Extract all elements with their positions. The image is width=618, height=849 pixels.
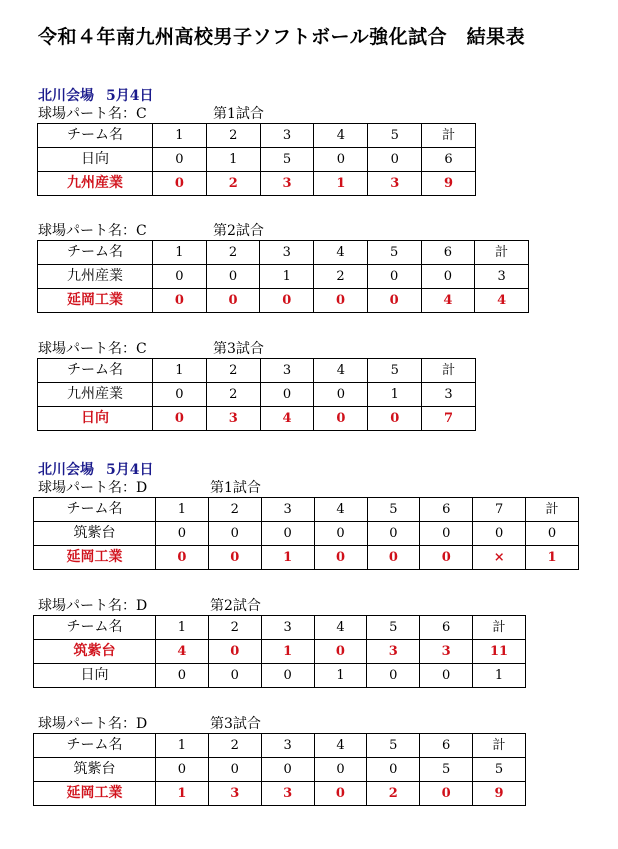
score-cell: 1 bbox=[314, 664, 367, 688]
winner-row bbox=[34, 546, 579, 570]
header-row bbox=[34, 616, 526, 640]
score-cell: 0 bbox=[368, 407, 422, 431]
score-cell: 0 bbox=[420, 522, 473, 546]
score-table bbox=[33, 733, 526, 806]
team-name: 日向 bbox=[38, 407, 153, 431]
venue-date: 5月4日 bbox=[106, 88, 154, 104]
header-cell: 2 bbox=[208, 734, 261, 758]
score-cell: 1 bbox=[368, 383, 422, 407]
score-cell: 0 bbox=[156, 664, 209, 688]
score-cell: 0 bbox=[420, 782, 473, 806]
score-cell: 0 bbox=[261, 758, 314, 782]
score-cell: 3 bbox=[367, 640, 420, 664]
header-cell: 5 bbox=[367, 734, 420, 758]
score-cell: 0 bbox=[208, 664, 261, 688]
score-cell: 2 bbox=[206, 172, 260, 196]
header-cell: 2 bbox=[208, 616, 261, 640]
score-cell: 3 bbox=[420, 640, 473, 664]
score-cell: 2 bbox=[314, 265, 368, 289]
header-cell: 4 bbox=[314, 124, 368, 148]
header-cell: 5 bbox=[368, 359, 422, 383]
score-cell: 0 bbox=[314, 289, 368, 313]
score-cell: 0 bbox=[153, 383, 207, 407]
header-cell: 1 bbox=[156, 734, 209, 758]
header-cell: 3 bbox=[261, 734, 314, 758]
header-cell: 3 bbox=[260, 124, 314, 148]
score-cell: 0 bbox=[153, 289, 207, 313]
score-cell: 0 bbox=[367, 546, 420, 570]
score-cell: 0 bbox=[367, 289, 421, 313]
score-cell: 4 bbox=[421, 289, 475, 313]
header-cell: 計 bbox=[422, 359, 476, 383]
winner-row bbox=[38, 289, 529, 313]
score-cell: 2 bbox=[367, 782, 420, 806]
header-cell: 3 bbox=[261, 498, 314, 522]
game-label bbox=[38, 479, 261, 497]
score-cell: 0 bbox=[314, 383, 368, 407]
venue-heading bbox=[38, 85, 153, 105]
score-cell: 0 bbox=[261, 522, 314, 546]
score-cell: 0 bbox=[153, 265, 207, 289]
score-cell: 0 bbox=[314, 782, 367, 806]
header-cell: 4 bbox=[314, 734, 367, 758]
score-table bbox=[33, 497, 579, 570]
total-cell: 5 bbox=[473, 758, 526, 782]
header-row bbox=[34, 498, 579, 522]
score-cell: 0 bbox=[208, 522, 261, 546]
header-cell: 5 bbox=[368, 124, 422, 148]
venue-heading bbox=[38, 459, 153, 479]
header-cell: 5 bbox=[367, 241, 421, 265]
team-row bbox=[34, 522, 579, 546]
score-cell: 2 bbox=[206, 383, 260, 407]
score-table bbox=[37, 240, 529, 313]
total-cell: 3 bbox=[475, 265, 529, 289]
score-cell: 0 bbox=[156, 522, 209, 546]
score-cell: 0 bbox=[208, 640, 261, 664]
header-cell: 5 bbox=[367, 616, 420, 640]
score-cell: 1 bbox=[260, 265, 314, 289]
score-cell: 0 bbox=[314, 546, 367, 570]
court-name: 球場パート名：D bbox=[38, 598, 148, 614]
game-number: 第2試合 bbox=[210, 598, 261, 614]
court-name: 球場パート名：C bbox=[38, 106, 147, 122]
team-name: 九州産業 bbox=[38, 265, 153, 289]
team-name: 日向 bbox=[34, 664, 156, 688]
score-cell: 0 bbox=[156, 546, 209, 570]
score-cell: 0 bbox=[420, 546, 473, 570]
score-cell: 0 bbox=[314, 407, 368, 431]
total-cell: 11 bbox=[473, 640, 526, 664]
header-row bbox=[38, 124, 476, 148]
game-number: 第2試合 bbox=[213, 223, 264, 239]
team-name: 筑紫台 bbox=[34, 522, 156, 546]
header-cell: 4 bbox=[314, 359, 368, 383]
header-cell: チーム名 bbox=[34, 734, 156, 758]
score-cell: 3 bbox=[208, 782, 261, 806]
score-cell: 0 bbox=[314, 148, 368, 172]
header-cell: 1 bbox=[153, 241, 207, 265]
team-name: 九州産業 bbox=[38, 172, 153, 196]
score-cell: 0 bbox=[208, 546, 261, 570]
score-cell: 0 bbox=[314, 758, 367, 782]
venue-name: 北川会場 bbox=[38, 88, 94, 104]
court-name: 球場パート名：D bbox=[38, 716, 148, 732]
score-cell: 3 bbox=[261, 782, 314, 806]
team-name: 延岡工業 bbox=[38, 289, 153, 313]
header-cell: 計 bbox=[473, 734, 526, 758]
score-cell: 4 bbox=[156, 640, 209, 664]
game-number: 第3試合 bbox=[213, 341, 264, 357]
total-cell: 7 bbox=[422, 407, 476, 431]
game-label bbox=[38, 105, 264, 123]
venue-date: 5月4日 bbox=[106, 462, 154, 478]
score-cell: 0 bbox=[367, 664, 420, 688]
total-cell: 9 bbox=[473, 782, 526, 806]
header-row bbox=[38, 359, 476, 383]
score-cell: 1 bbox=[261, 640, 314, 664]
court-name: 球場パート名：D bbox=[38, 480, 148, 496]
winner-row bbox=[34, 640, 526, 664]
score-cell: 0 bbox=[314, 522, 367, 546]
total-cell: 6 bbox=[422, 148, 476, 172]
score-cell: 1 bbox=[156, 782, 209, 806]
game-label bbox=[38, 715, 261, 733]
total-cell: 1 bbox=[473, 664, 526, 688]
game-number: 第3試合 bbox=[210, 716, 261, 732]
header-cell: チーム名 bbox=[34, 498, 156, 522]
team-row bbox=[34, 758, 526, 782]
header-cell: 6 bbox=[421, 241, 475, 265]
score-cell: 0 bbox=[153, 148, 207, 172]
header-row bbox=[34, 734, 526, 758]
total-cell: 9 bbox=[422, 172, 476, 196]
header-cell: 4 bbox=[314, 241, 368, 265]
team-name: 筑紫台 bbox=[34, 640, 156, 664]
score-cell: 0 bbox=[473, 522, 526, 546]
team-row bbox=[38, 265, 529, 289]
header-row bbox=[38, 241, 529, 265]
page-title: 令和４年南九州高校男子ソフトボール強化試合 結果表 bbox=[38, 26, 526, 48]
header-cell: 計 bbox=[475, 241, 529, 265]
score-cell: 0 bbox=[420, 664, 473, 688]
score-cell: 0 bbox=[314, 640, 367, 664]
score-cell: 0 bbox=[367, 758, 420, 782]
header-cell: チーム名 bbox=[38, 124, 153, 148]
header-cell: 5 bbox=[367, 498, 420, 522]
court-name: 球場パート名：C bbox=[38, 341, 147, 357]
score-cell: 5 bbox=[260, 148, 314, 172]
score-cell: 0 bbox=[208, 758, 261, 782]
score-cell: 1 bbox=[314, 172, 368, 196]
score-cell: 3 bbox=[260, 172, 314, 196]
header-cell: 1 bbox=[156, 498, 209, 522]
header-cell: 2 bbox=[206, 124, 260, 148]
team-name: 筑紫台 bbox=[34, 758, 156, 782]
score-cell: 0 bbox=[206, 289, 260, 313]
header-cell: 3 bbox=[260, 241, 314, 265]
header-cell: 7 bbox=[473, 498, 526, 522]
score-cell: 1 bbox=[261, 546, 314, 570]
header-cell: 6 bbox=[420, 734, 473, 758]
venue-name: 北川会場 bbox=[38, 462, 94, 478]
score-cell: × bbox=[473, 546, 526, 570]
score-cell: 4 bbox=[260, 407, 314, 431]
header-cell: 4 bbox=[314, 498, 367, 522]
score-cell: 0 bbox=[260, 383, 314, 407]
score-cell: 0 bbox=[153, 172, 207, 196]
total-cell: 4 bbox=[475, 289, 529, 313]
game-label bbox=[38, 597, 261, 615]
score-cell: 5 bbox=[420, 758, 473, 782]
header-cell: 計 bbox=[526, 498, 579, 522]
header-cell: 6 bbox=[420, 616, 473, 640]
team-name: 日向 bbox=[38, 148, 153, 172]
winner-row bbox=[34, 782, 526, 806]
game-label bbox=[38, 222, 264, 240]
score-cell: 1 bbox=[206, 148, 260, 172]
header-cell: 1 bbox=[156, 616, 209, 640]
score-cell: 0 bbox=[367, 522, 420, 546]
header-cell: 6 bbox=[420, 498, 473, 522]
team-name: 延岡工業 bbox=[34, 782, 156, 806]
winner-row bbox=[38, 407, 476, 431]
header-cell: チーム名 bbox=[38, 359, 153, 383]
score-cell: 0 bbox=[261, 664, 314, 688]
court-name: 球場パート名：C bbox=[38, 223, 147, 239]
score-cell: 0 bbox=[368, 148, 422, 172]
game-number: 第1試合 bbox=[213, 106, 264, 122]
team-row bbox=[38, 148, 476, 172]
score-table bbox=[33, 615, 526, 688]
header-cell: 2 bbox=[206, 359, 260, 383]
team-name: 延岡工業 bbox=[34, 546, 156, 570]
header-cell: 1 bbox=[153, 124, 207, 148]
score-table bbox=[37, 123, 476, 196]
score-cell: 0 bbox=[153, 407, 207, 431]
score-cell: 0 bbox=[367, 265, 421, 289]
header-cell: 計 bbox=[473, 616, 526, 640]
score-cell: 0 bbox=[421, 265, 475, 289]
score-cell: 0 bbox=[156, 758, 209, 782]
header-cell: 2 bbox=[206, 241, 260, 265]
header-cell: チーム名 bbox=[34, 616, 156, 640]
header-cell: 1 bbox=[153, 359, 207, 383]
score-cell: 3 bbox=[206, 407, 260, 431]
header-cell: 4 bbox=[314, 616, 367, 640]
team-row bbox=[38, 383, 476, 407]
total-cell: 0 bbox=[526, 522, 579, 546]
header-cell: 計 bbox=[422, 124, 476, 148]
header-cell: 3 bbox=[260, 359, 314, 383]
score-table bbox=[37, 358, 476, 431]
score-cell: 0 bbox=[206, 265, 260, 289]
team-name: 九州産業 bbox=[38, 383, 153, 407]
header-cell: チーム名 bbox=[38, 241, 153, 265]
header-cell: 3 bbox=[261, 616, 314, 640]
score-cell: 3 bbox=[368, 172, 422, 196]
game-number: 第1試合 bbox=[210, 480, 261, 496]
game-label bbox=[38, 340, 264, 358]
total-cell: 1 bbox=[526, 546, 579, 570]
header-cell: 2 bbox=[208, 498, 261, 522]
score-cell: 0 bbox=[260, 289, 314, 313]
total-cell: 3 bbox=[422, 383, 476, 407]
winner-row bbox=[38, 172, 476, 196]
team-row bbox=[34, 664, 526, 688]
